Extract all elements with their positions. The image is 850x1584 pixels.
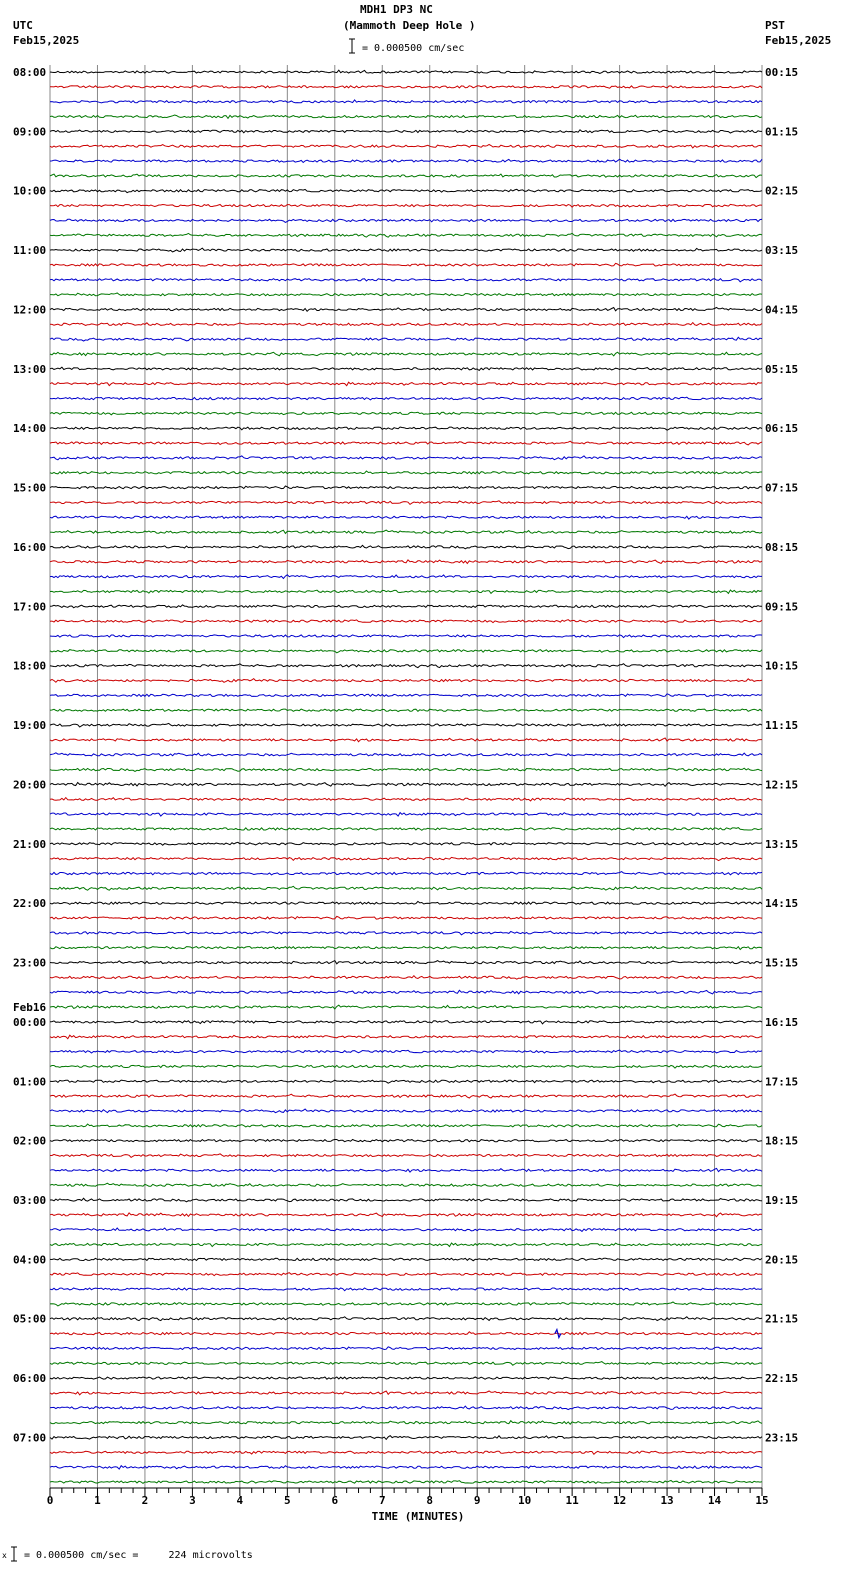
utc-hour-label: 18:00 [13,659,47,673]
x-tick-label: 3 [189,1494,196,1507]
trace-line [50,1124,762,1127]
utc-hour-label: 23:00 [13,956,47,970]
trace-line [50,1436,762,1440]
utc-hour-label: 05:00 [13,1312,47,1326]
footer-scale-label: = 0.000500 cm/sec = 224 microvolts [24,1550,253,1561]
trace-line [50,990,762,994]
trace-line [50,441,762,445]
trace-line [50,1288,762,1291]
utc-hour-label: 19:00 [13,719,47,733]
trace-line [50,204,762,207]
pst-hour-label: 19:15 [765,1194,799,1207]
trace-line [50,738,762,742]
x-tick-label: 2 [141,1494,149,1507]
trace-line [50,694,762,697]
trace-line [50,590,762,593]
pst-hour-label: 12:15 [765,778,799,792]
utc-hour-label: 22:00 [13,897,47,911]
trace-line [50,382,762,386]
pst-hour-label: 17:15 [765,1075,799,1089]
utc-hour-label: 15:00 [13,481,47,495]
trace-line [50,1332,762,1335]
trace-line [50,650,762,653]
trace-line [50,501,762,505]
utc-hour-label: 17:00 [13,600,47,614]
trace-line [50,723,762,727]
pst-hour-label: 11:15 [765,719,799,733]
x-tick-label: 1 [94,1494,101,1507]
trace-line [50,293,762,296]
trace-line [50,352,762,356]
x-tick-label: 11 [565,1494,579,1507]
corner-mark: x [2,1551,7,1560]
pst-hour-label: 01:15 [765,125,799,139]
trace-line [50,1466,762,1469]
trace-line [50,248,762,252]
trace-line [50,1183,762,1186]
scale-bar-label: = 0.000500 cm/sec [362,43,465,54]
trace-line [50,516,762,519]
utc-hour-label: 16:00 [13,540,47,554]
trace-line [50,1421,762,1425]
station-title: MDH1 DP3 NC [360,3,433,16]
trace-line [50,635,762,638]
pst-hour-label: 10:15 [765,659,799,673]
pst-hour-label: 16:15 [765,1015,799,1029]
trace-group [50,70,762,1483]
x-tick-label: 6 [331,1494,339,1507]
trace-line [50,828,762,831]
pst-hour-label: 18:15 [765,1134,799,1148]
trace-line [50,916,762,919]
trace-line [50,367,762,370]
trace-line [50,233,762,237]
trace-line [50,679,762,683]
pst-hour-label: 08:15 [765,540,799,554]
utc-hour-label: 13:00 [13,362,47,376]
x-tick-label: 4 [236,1494,244,1507]
pst-hour-label: 02:15 [765,184,799,198]
trace-line [50,1213,762,1217]
trace-line [50,857,762,860]
utc-hour-label: 07:00 [13,1431,47,1445]
x-tick-label: 15 [755,1494,769,1507]
trace-line [50,545,762,549]
trace-line [50,1347,762,1350]
trace-line [50,798,762,801]
trace-line [50,189,762,192]
right-timezone: PST [765,19,785,32]
scale-bar-icon [349,39,355,53]
trace-line [50,620,762,623]
trace-line [50,279,762,282]
trace-line [50,1050,762,1053]
trace-line [50,86,762,89]
trace-line [50,427,762,430]
trace-line [50,842,762,845]
trace-line [50,337,762,341]
trace-line [50,901,762,904]
trace-line [50,471,762,474]
trace-line [50,575,762,579]
pst-hour-label: 09:15 [765,600,799,614]
pst-hour-label: 00:15 [765,66,799,79]
trace-line [50,1065,762,1068]
utc-date-label: Feb16 [13,1000,47,1014]
trace-line [50,1481,762,1484]
trace-line [50,1080,762,1083]
utc-hour-label: 11:00 [13,244,47,258]
utc-hour-label: 21:00 [13,837,47,851]
trace-line [50,530,762,533]
trace-line [50,1154,762,1158]
utc-hour-label: 01:00 [13,1075,47,1089]
trace-line [50,931,762,935]
trace-line [50,1140,762,1142]
pst-hour-label: 22:15 [765,1372,799,1386]
trace-line [50,1094,762,1098]
trace-line [50,813,762,817]
trace-line [50,397,762,400]
utc-hour-label: 20:00 [13,778,47,792]
trace-line [50,1451,762,1454]
trace-line [50,709,762,711]
trace-line [50,768,762,771]
trace-line [50,886,762,890]
trace-line [50,219,762,222]
trace-line [50,1005,762,1009]
utc-hour-label: 14:00 [13,422,47,436]
trace-line [50,1228,762,1231]
pst-hour-label: 07:15 [765,481,799,495]
trace-line [50,70,762,73]
x-tick-label: 7 [378,1494,386,1507]
pst-hour-label: 21:15 [765,1312,799,1326]
x-tick-label: 10 [518,1494,532,1507]
trace-line [50,115,762,118]
pst-hour-label: 15:15 [765,956,799,970]
x-axis-label: TIME (MINUTES) [371,1510,465,1523]
trace-line [50,976,762,980]
x-tick-label: 0 [46,1494,54,1507]
trace-line [50,1243,762,1247]
trace-line [50,1273,762,1276]
trace-line [50,1258,762,1260]
x-tick-label: 9 [473,1494,481,1507]
trace-line [50,1021,762,1024]
pst-hour-label: 03:15 [765,244,799,258]
trace-line [50,308,762,312]
pst-hour-label: 06:15 [765,422,799,436]
x-tick-label: 5 [284,1494,291,1507]
trace-line [50,1391,762,1395]
trace-line [50,145,762,149]
left-timezone: UTC [13,19,33,32]
trace-line [50,412,762,415]
utc-hour-label: 03:00 [13,1194,47,1207]
location-title: (Mammoth Deep Hole ) [343,19,476,32]
trace-line [50,1377,762,1379]
trace-line [50,664,762,668]
x-tick-label: 14 [707,1494,722,1507]
utc-hour-label: 04:00 [13,1253,47,1267]
trace-line [50,1302,762,1306]
x-tick-label: 12 [612,1494,627,1507]
utc-hour-label: 08:00 [13,66,47,79]
trace-line [50,961,762,964]
utc-hour-label: 09:00 [13,125,47,139]
utc-hour-label: 10:00 [13,184,47,198]
trace-line [50,1362,762,1366]
pst-hour-label: 05:15 [765,362,799,376]
trace-line [50,263,762,266]
time-axis [47,1488,769,1523]
utc-hour-label: 02:00 [13,1134,47,1148]
utc-hour-label: 00:00 [13,1015,47,1029]
trace-line [50,753,762,756]
trace-line [50,486,762,489]
x-tick-label: 13 [660,1494,674,1507]
left-date: Feb15,2025 [13,34,80,47]
pst-hour-label: 20:15 [765,1253,799,1267]
trace-line [50,159,762,162]
trace-line [50,174,762,178]
trace-line [50,1168,762,1172]
pst-hour-label: 23:15 [765,1431,799,1445]
trace-line [50,1035,762,1039]
trace-line [50,1198,762,1202]
trace-line [50,560,762,564]
right-date: Feb15,2025 [765,34,832,47]
x-tick-label: 8 [426,1494,434,1507]
trace-line [50,1406,762,1410]
pst-hour-label: 14:15 [765,897,799,911]
pst-hour-label: 04:15 [765,303,799,317]
trace-line [50,947,762,950]
utc-hour-label: 12:00 [13,303,47,317]
trace-line [50,130,762,133]
utc-hour-label: 06:00 [13,1372,47,1386]
pst-hour-label: 13:15 [765,837,799,851]
trace-line [50,605,762,608]
trace-line [50,100,762,103]
trace-line [50,783,762,787]
trace-line [50,1109,762,1113]
trace-line [50,1317,762,1321]
trace-line [50,323,762,326]
trace-line [50,456,762,460]
trace-line [50,872,762,875]
footer-scale-bar-icon [11,1547,17,1561]
